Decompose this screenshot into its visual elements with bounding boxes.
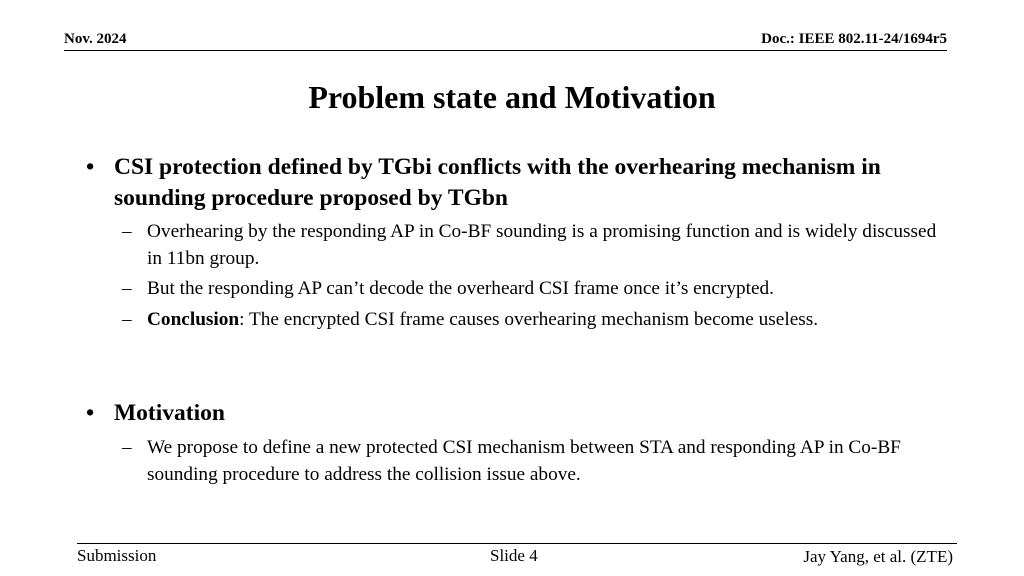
subitem-proposal	[122, 434, 942, 488]
footer-divider	[77, 543, 957, 544]
bullet-dot-icon: •	[86, 400, 95, 426]
dash-icon: –	[122, 221, 132, 242]
bullet-motivation	[84, 398, 944, 429]
subitem-conclusion	[122, 306, 942, 333]
dash-icon: –	[122, 437, 132, 458]
dash-icon: –	[122, 309, 132, 330]
bullet-text: CSI protection defined by TGbi conflicts with the overhearing mechanism in sounding procedure proposed by TGbn	[114, 154, 881, 211]
header-doc-id: Doc.: IEEE 802.11-24/1694r5	[761, 31, 947, 47]
bullet-dot-icon: •	[86, 154, 95, 180]
subitem-text: We propose to define a new protected CSI mechanism between STA and responding AP in Co-BF sounding procedure to address the collision issue above.	[147, 437, 901, 485]
subitem-text: Overhearing by the responding AP in Co-BF sounding is a promising function and is widely discussed in 11bn group.	[147, 221, 937, 269]
subitem-text	[147, 306, 942, 333]
subitem-text: But the responding AP can’t decode the overheard CSI frame once it’s encrypted.	[147, 278, 774, 299]
subitem-decode	[122, 275, 942, 302]
bullet-csi-protection	[84, 152, 944, 214]
footer-submission: Submission	[77, 546, 157, 565]
slide-title: Problem state and Motivation	[308, 79, 716, 115]
conclusion-text: : The encrypted CSI frame causes overhearing mechanism become useless.	[239, 309, 819, 330]
header-divider	[64, 50, 947, 51]
bullet-text: Motivation	[114, 400, 225, 426]
header-date: Nov. 2024	[64, 31, 127, 47]
conclusion-label: Conclusion	[147, 309, 240, 330]
dash-icon: –	[122, 278, 132, 299]
footer-slide-number: Slide 4	[490, 546, 538, 565]
subitem-overhearing	[122, 218, 942, 272]
footer-authors: Jay Yang, et al. (ZTE)	[803, 547, 953, 566]
